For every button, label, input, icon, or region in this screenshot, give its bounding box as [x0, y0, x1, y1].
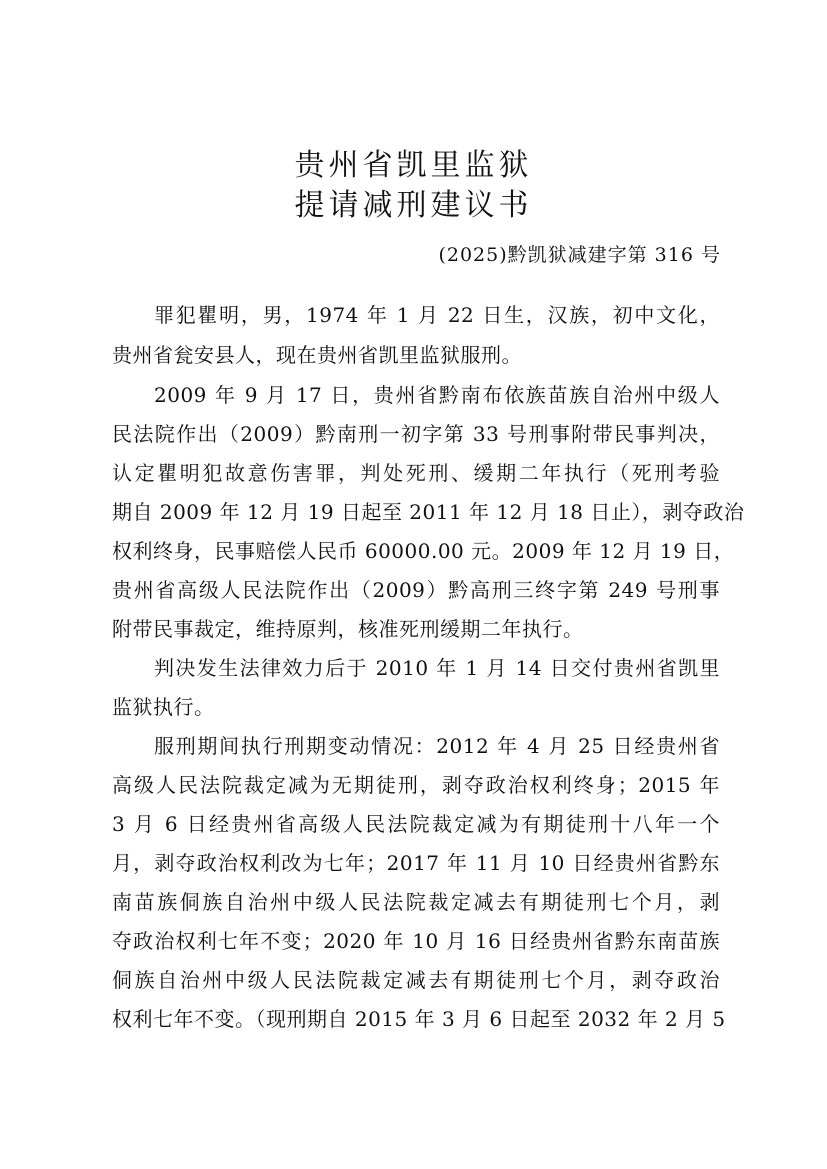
body-line: 罪犯瞿明，男，1974 年 1 月 22 日生，汉族，初中文化， [154, 303, 720, 327]
body-line: 认定瞿明犯故意伤害罪，判处死刑、缓期二年执行（死刑考验 [112, 461, 720, 485]
body-line: 夺政治权利七年不变；2020 年 10 月 16 日经贵州省黔东南苗族 [112, 929, 720, 953]
body-line: 月，剥夺政治权利改为七年；2017 年 11 月 10 日经贵州省黔东 [112, 851, 720, 875]
body-line: 权利七年不变。（现刑期自 2015 年 3 月 6 日起至 2032 年 2 月 5 [112, 1007, 726, 1031]
document-title-line-1: 贵州省凯里监狱 [294, 148, 533, 183]
body-line: 期自 2009 年 12 月 19 日起至 2011 年 12 月 18 日止），剥夺政治 [112, 500, 745, 524]
body-line: 民法院作出（2009）黔南刑一初字第 33 号刑事附带民事判决， [112, 422, 720, 446]
document-number: (2025)黔凯狱减建字第 316 号 [438, 244, 721, 266]
body-line: 2009 年 9 月 17 日，贵州省黔南布依族苗族自治州中级人 [154, 383, 720, 407]
body-line: 附带民事裁定，维持原判，核准死刑缓期二年执行。 [112, 617, 584, 641]
body-line: 南苗族侗族自治州中级人民法院裁定减去有期徒刑七个月，剥 [112, 890, 720, 914]
body-line: 判决发生法律效力后于 2010 年 1 月 14 日交付贵州省凯里 [154, 656, 720, 680]
body-line: 3 月 6 日经贵州省高级人民法院裁定减为有期徒刑十八年一个 [112, 812, 720, 836]
body-line: 贵州省高级人民法院作出（2009）黔高刑三终字第 249 号刑事 [112, 578, 720, 602]
body-line: 权利终身，民事赔偿人民币 60000.00 元。2009 年 12 月 19 日， [112, 539, 735, 563]
document-title-line-2: 提请减刑建议书 [294, 188, 533, 223]
body-line: 侗族自治州中级人民法院裁定减去有期徒刑七个月，剥夺政治 [112, 968, 720, 992]
body-line: 贵州省瓮安县人，现在贵州省凯里监狱服刑。 [112, 343, 522, 367]
body-line: 监狱执行。 [112, 695, 215, 719]
body-line: 服刑期间执行刑期变动情况：2012 年 4 月 25 日经贵州省 [154, 734, 720, 758]
body-line: 高级人民法院裁定减为无期徒刑，剥夺政治权利终身；2015 年 [112, 773, 720, 797]
